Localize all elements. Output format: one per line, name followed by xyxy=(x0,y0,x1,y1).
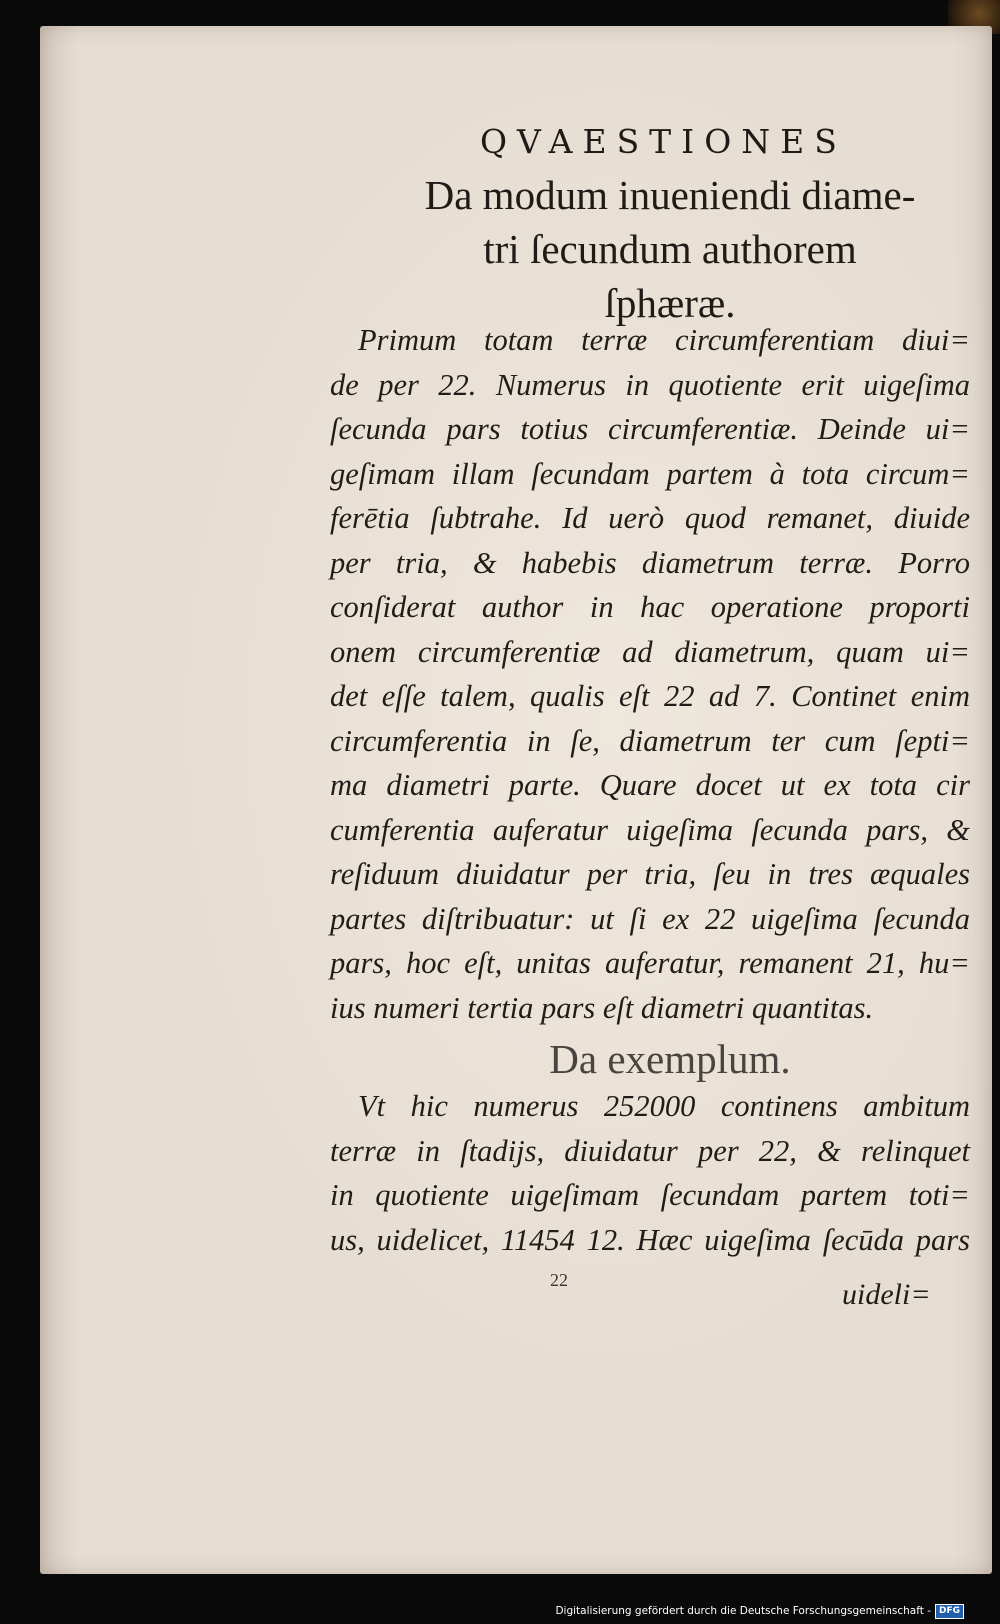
text-line: in quotiente uigeſimam ſecundam partem toti= xyxy=(330,1178,970,1212)
title-line: tri ſecundum authorem xyxy=(483,226,857,272)
answer-paragraph-1 xyxy=(330,318,970,1030)
credit-text: Digitalisierung gefördert durch die Deutsche Forschungsgemeinschaft - xyxy=(555,1605,931,1617)
answer-paragraph-2 xyxy=(330,1084,970,1262)
text-line: de per 22. Numerus in quotiente erit uigeſima xyxy=(330,367,970,402)
text-line: terræ in ſtadijs, diuidatur per 22, & relinquet xyxy=(330,1133,970,1168)
text-line: ma diametri parte. Quare docet ut ex tota cir xyxy=(330,768,970,802)
book-page xyxy=(40,26,992,1574)
dfg-logo: DFG xyxy=(935,1604,964,1619)
digitization-credit xyxy=(555,1603,964,1619)
text-line: circumferentia in ſe, diametrum ter cum ſepti= xyxy=(330,723,970,758)
text-line: conſiderat author in hac operatione proporti xyxy=(330,590,970,624)
text-line: onem circumferentiæ ad diametrum, quam ui= xyxy=(330,634,970,669)
text-line: reſiduum diuidatur per tria, ſeu in tres æquales xyxy=(330,857,970,891)
running-header: QVAESTIONES xyxy=(480,122,847,161)
text-line: partes diſtribuatur: ut ſi ex 22 uigeſima ſecunda xyxy=(330,901,970,936)
text-line: Primum totam terræ circumferentiam diui= xyxy=(358,323,970,357)
question-title-1 xyxy=(340,168,1000,330)
text-line: Vt hic numerus 252000 continens ambitum xyxy=(358,1089,970,1123)
text-line: ſecunda pars totius circumferentiæ. Deinde ui= xyxy=(330,412,970,446)
text-line: ius numeri tertia pars eſt diametri quantitas. xyxy=(330,990,874,1025)
text-line: cumferentia auferatur uigeſima ſecunda pars, & xyxy=(330,812,970,847)
text-line: pars, hoc eſt, unitas auferatur, remanent 21, hu= xyxy=(330,946,970,980)
fraction-denominator: 22 xyxy=(550,1270,568,1290)
title-line: Da modum inueniendi diame- xyxy=(424,172,916,218)
text-line: geſimam illam ſecundam partem à tota circum= xyxy=(330,456,970,491)
catchword: uideli= xyxy=(842,1278,931,1311)
text-line: ferētia ſubtrahe. Id uerò quod remanet, diuide xyxy=(330,501,970,535)
text-line: us, uidelicet, 11454 12. Hæc uigeſima ſecūda pars xyxy=(330,1222,970,1257)
question-title-2: Da exemplum. xyxy=(549,1036,791,1082)
text-line: det eſſe talem, qualis eſt 22 ad 7. Continet enim xyxy=(330,679,970,713)
title-line: ſphæræ. xyxy=(604,280,736,326)
text-line: per tria, & habebis diametrum terræ. Porro xyxy=(330,545,970,580)
